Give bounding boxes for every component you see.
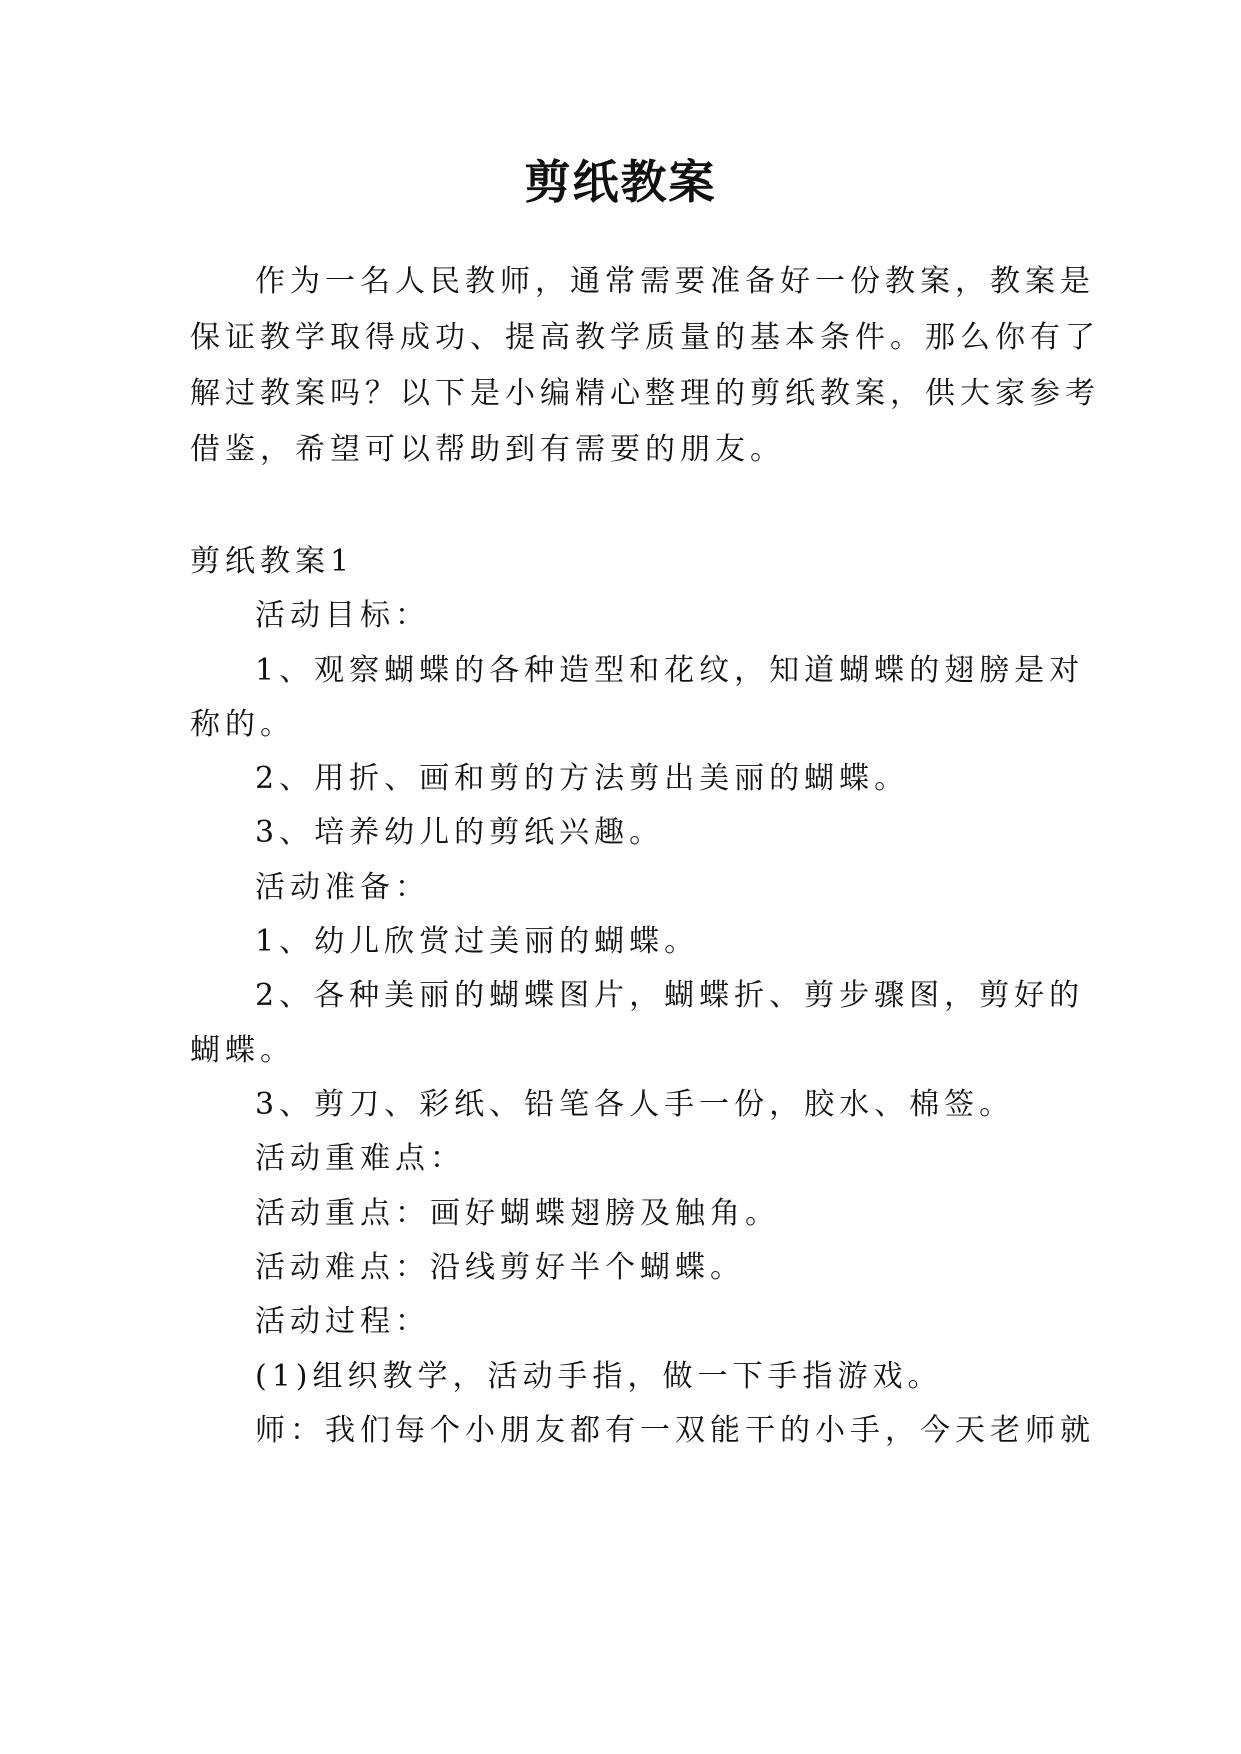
body-line: 3、剪刀、彩纸、铅笔各人手一份，胶水、棉签。 [255, 1087, 1015, 1122]
intro-line-4: 借鉴，希望可以帮助到有需要的朋友。 [190, 432, 785, 467]
body-line: (1)组织教学，活动手指，做一下手指游戏。 [255, 1359, 943, 1394]
intro-line-2: 保证教学取得成功、提高教学质量的基本条件。那么你有了 [190, 320, 1100, 355]
body-line: 称的。 [190, 707, 295, 742]
body-line: 活动重点：画好蝴蝶翅膀及触角。 [255, 1196, 780, 1231]
document-title: 剪纸教案 [524, 155, 717, 209]
body-line: 活动过程： [255, 1304, 430, 1339]
body-line: 师：我们每个小朋友都有一双能干的小手，今天老师就 [255, 1413, 1095, 1448]
intro-line-3: 解过教案吗？以下是小编精心整理的剪纸教案，供大家参考 [190, 376, 1100, 411]
body-line: 活动目标： [255, 598, 430, 633]
body-line: 1、观察蝴蝶的各种造型和花纹，知道蝴蝶的翅膀是对 [255, 653, 1085, 688]
body-line: 活动难点：沿线剪好半个蝴蝶。 [255, 1250, 745, 1285]
body-line: 1、幼儿欣赏过美丽的蝴蝶。 [255, 924, 700, 959]
body-line: 2、各种美丽的蝴蝶图片，蝴蝶折、剪步骤图，剪好的 [255, 978, 1085, 1013]
body-line: 蝴蝶。 [190, 1033, 295, 1068]
section-heading: 剪纸教案1 [190, 544, 355, 579]
body-line: 3、培养幼儿的剪纸兴趣。 [255, 815, 665, 850]
body-line: 2、用折、画和剪的方法剪出美丽的蝴蝶。 [255, 761, 910, 796]
body-line: 活动准备： [255, 870, 430, 905]
body-line: 活动重难点： [255, 1141, 465, 1176]
intro-line-1: 作为一名人民教师，通常需要准备好一份教案，教案是 [255, 264, 1095, 299]
